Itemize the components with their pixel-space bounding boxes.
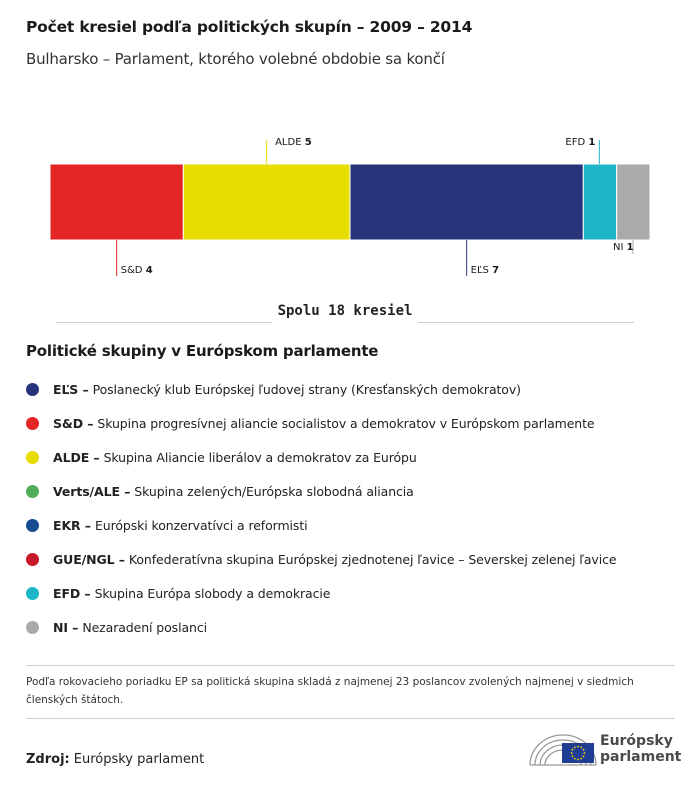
total-divider-right xyxy=(418,322,634,323)
logo-text: Európsky parlament xyxy=(600,733,682,765)
data-label-e-s: EĽS 7 xyxy=(470,265,500,276)
data-label-efd: EFD 1 xyxy=(565,137,596,148)
total-seats-label: Spolu 18 kresiel xyxy=(277,303,413,319)
data-label-alde: ALDE 5 xyxy=(275,137,312,148)
legend-item xyxy=(26,372,676,406)
legend-abbr: NI – xyxy=(53,619,79,635)
bar-segment-ni xyxy=(617,164,650,240)
legend-color-dot xyxy=(26,417,39,430)
legend-color-dot xyxy=(26,451,39,464)
legend-color-dot xyxy=(26,553,39,566)
legend-item xyxy=(26,406,676,440)
rules-note: Podľa rokovacieho poriadku EP sa politická skupina skladá z najmenej 23 poslancov zvolených najmenej v siedmich členských štátoch. xyxy=(26,676,634,706)
hemicycle-flag-icon xyxy=(528,727,598,771)
data-label-ni: NI 1 xyxy=(613,242,634,253)
legend-label: Európski konzervatívci a reformisti xyxy=(94,517,308,533)
note-divider-top xyxy=(26,665,675,666)
chart-title: Počet kresiel podľa politických skupín – 2009 – 2014 xyxy=(26,18,473,36)
total-divider-left xyxy=(56,322,272,323)
legend-label: Nezaradení poslanci xyxy=(82,619,207,635)
legend-label: Skupina progresívnej aliancie socialistov a demokratov v Európskom parlamente xyxy=(97,415,595,431)
bar-segment-s-d xyxy=(50,164,183,240)
legend-item xyxy=(26,440,676,474)
legend-abbr: EKR – xyxy=(53,517,91,533)
legend-abbr: S&D – xyxy=(53,415,94,431)
legend-item xyxy=(26,474,676,508)
legend-item xyxy=(26,610,676,644)
legend-abbr: Verts/ALE – xyxy=(53,483,131,499)
legend-label: Poslanecký klub Európskej ľudovej strany (Kresťanských demokratov) xyxy=(92,381,521,397)
legend-abbr: GUE/NGL – xyxy=(53,551,125,567)
bar-segment-efd xyxy=(583,164,616,240)
legend-color-dot xyxy=(26,383,39,396)
bar-segment-e-s xyxy=(350,164,583,240)
legend-list xyxy=(26,372,676,644)
note-divider-bottom xyxy=(26,718,675,719)
legend-title: Politické skupiny v Európskom parlamente xyxy=(26,342,379,360)
legend-abbr: EFD – xyxy=(53,585,91,601)
legend-item xyxy=(26,542,676,576)
legend-color-dot xyxy=(26,485,39,498)
bar-segment-alde xyxy=(183,164,350,240)
legend-color-dot xyxy=(26,519,39,532)
european-parliament-logo xyxy=(528,727,682,771)
legend-color-dot xyxy=(26,621,39,634)
legend-label: Skupina Európa slobody a demokracie xyxy=(94,585,331,601)
data-label-s-d: S&D 4 xyxy=(120,265,153,276)
source-value: Európsky parlament xyxy=(73,752,205,767)
source-label: Zdroj: xyxy=(26,752,70,767)
legend-item xyxy=(26,508,676,542)
legend-abbr: ALDE – xyxy=(53,449,100,465)
stacked-bar-chart xyxy=(0,130,700,290)
legend-abbr: EĽS – xyxy=(53,381,89,397)
chart-subtitle: Bulharsko – Parlament, ktorého volebné obdobie sa končí xyxy=(26,50,445,68)
legend-label: Konfederatívna skupina Európskej zjednotenej ľavice – Severskej zelenej ľavice xyxy=(128,551,617,567)
legend-item xyxy=(26,576,676,610)
source-line xyxy=(26,752,204,767)
legend-color-dot xyxy=(26,587,39,600)
legend-label: Skupina zelených/Európska slobodná aliancia xyxy=(134,483,414,499)
legend-label: Skupina Aliancie liberálov a demokratov za Európu xyxy=(103,449,417,465)
